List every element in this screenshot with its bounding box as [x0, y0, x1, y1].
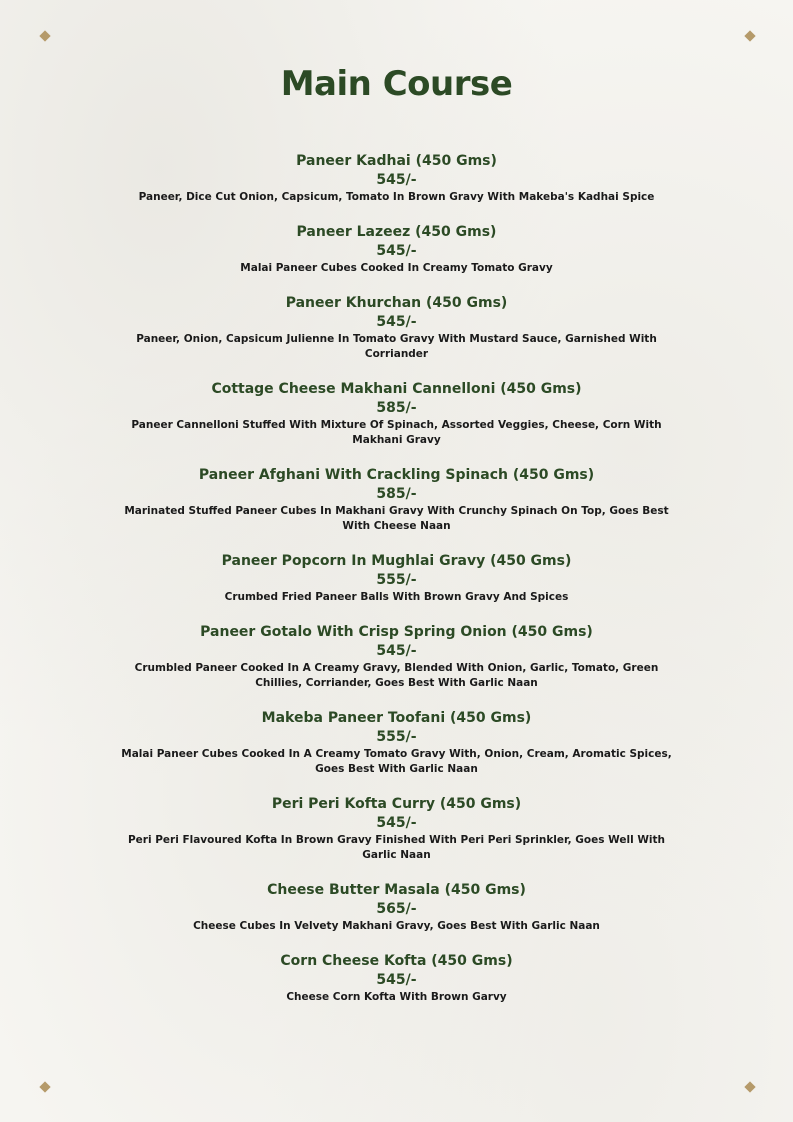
- item-name: Paneer Popcorn In Mughlai Gravy (450 Gms): [221, 553, 572, 569]
- item-price: 545/-: [376, 815, 417, 831]
- item-price: 555/-: [376, 729, 417, 745]
- corner-ornament-bottom-left: [39, 1081, 50, 1092]
- item-description: Cheese Corn Kofta With Brown Garvy: [286, 991, 507, 1003]
- item-description: Peri Peri Flavoured Kofta In Brown Gravy Finished With Peri Peri Sprinkler, Goes Well With Garlic Naan: [127, 834, 666, 861]
- menu-item: [100, 881, 693, 934]
- item-name: Paneer Afghani With Crackling Spinach (450 Gms): [198, 467, 595, 483]
- menu-item: [100, 795, 693, 863]
- item-description: Paneer, Onion, Capsicum Julienne In Tomato Gravy With Mustard Sauce, Garnished With Corriander: [136, 333, 657, 360]
- item-price: 545/-: [376, 972, 417, 988]
- item-description: Crumbed Fried Paneer Balls With Brown Gravy And Spices: [224, 591, 569, 603]
- corner-ornament-bottom-right: [744, 1081, 755, 1092]
- item-price: 565/-: [376, 901, 417, 917]
- menu-item: [100, 552, 693, 605]
- menu-item: [100, 709, 693, 777]
- menu-item: [100, 952, 693, 1005]
- corner-ornament-top-right: [744, 30, 755, 41]
- item-price: 585/-: [376, 486, 417, 502]
- item-name: Peri Peri Kofta Curry (450 Gms): [271, 796, 522, 812]
- item-price: 545/-: [376, 643, 417, 659]
- menu-item: [100, 466, 693, 534]
- item-description: Paneer Cannelloni Stuffed With Mixture Of Spinach, Assorted Veggies, Cheese, Corn With Makhani Gravy: [131, 419, 662, 446]
- item-name: Paneer Khurchan (450 Gms): [285, 295, 508, 311]
- menu-item: [100, 152, 693, 205]
- item-price: 545/-: [376, 172, 417, 188]
- item-description: Malai Paneer Cubes Cooked In A Creamy Tomato Gravy With, Onion, Cream, Aromatic Spices, Goes Best With Garlic Naan: [121, 748, 672, 775]
- item-description: Crumbled Paneer Cooked In A Creamy Gravy, Blended With Onion, Garlic, Tomato, Green Chillies, Corriander, Goes Best With Garlic Naan: [134, 662, 659, 689]
- item-price: 545/-: [376, 243, 417, 259]
- item-price: 545/-: [376, 314, 417, 330]
- item-description: Malai Paneer Cubes Cooked In Creamy Tomato Gravy: [240, 262, 553, 274]
- item-name: Paneer Gotalo With Crisp Spring Onion (450 Gms): [200, 624, 593, 640]
- corner-ornament-top-left: [39, 30, 50, 41]
- item-name: Cheese Butter Masala (450 Gms): [267, 882, 526, 898]
- item-name: Paneer Kadhai (450 Gms): [296, 153, 497, 169]
- item-price: 555/-: [376, 572, 417, 588]
- menu-item: [100, 623, 693, 691]
- menu-item: [100, 380, 693, 448]
- page-title: Main Course: [280, 64, 513, 104]
- item-price: 585/-: [376, 400, 417, 416]
- item-name: Corn Cheese Kofta (450 Gms): [280, 953, 513, 969]
- item-name: Paneer Lazeez (450 Gms): [296, 224, 497, 240]
- menu-list: [100, 152, 693, 1023]
- item-description: Marinated Stuffed Paneer Cubes In Makhani Gravy With Crunchy Spinach On Top, Goes Best With Cheese Naan: [124, 505, 669, 532]
- item-name: Makeba Paneer Toofani (450 Gms): [261, 710, 532, 726]
- item-description: Paneer, Dice Cut Onion, Capsicum, Tomato In Brown Gravy With Makeba's Kadhai Spice: [138, 191, 655, 203]
- menu-item: [100, 223, 693, 276]
- item-description: Cheese Cubes In Velvety Makhani Gravy, Goes Best With Garlic Naan: [193, 920, 600, 932]
- menu-item: [100, 294, 693, 362]
- item-name: Cottage Cheese Makhani Cannelloni (450 Gms): [211, 381, 582, 397]
